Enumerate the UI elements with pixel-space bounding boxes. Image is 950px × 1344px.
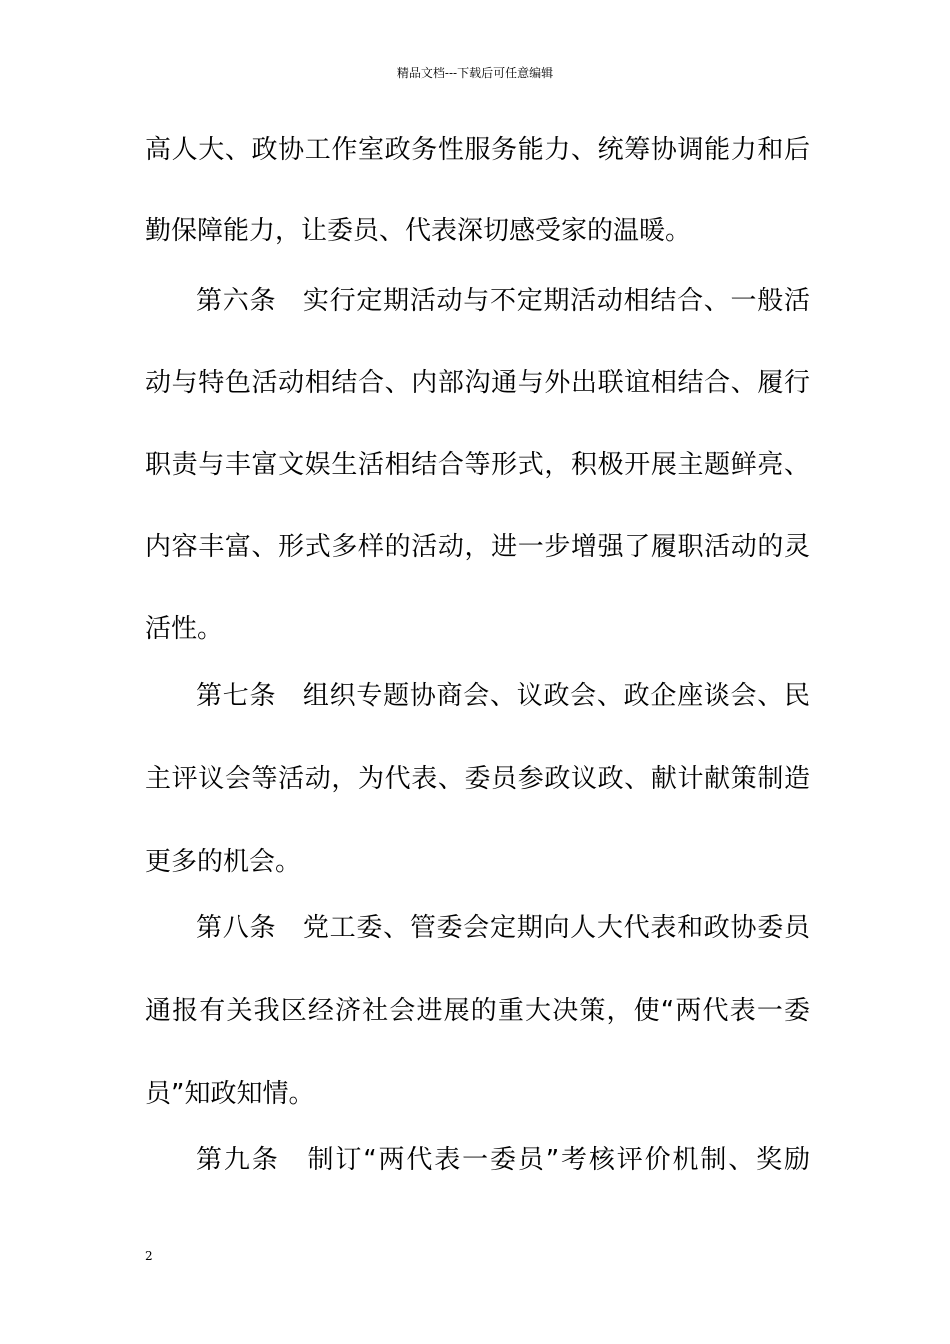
page-header: 精品文档---下载后可任意编辑: [396, 66, 554, 80]
paragraph-article-7: 第七条 组织专题协商会、议政会、政企座谈会、民: [196, 681, 810, 711]
body-line: 主评议会等活动，为代表、委员参政议政、献计献策制造: [145, 764, 810, 794]
page-number: 2: [145, 1249, 153, 1263]
body-line: 内容丰富、形式多样的活动，进一步增强了履职活动的灵: [145, 532, 810, 562]
body-line: 职责与丰富文娱生活相结合等形式，积极开展主题鲜亮、: [145, 450, 810, 480]
body-line: 高人大、政协工作室政务性服务能力、统筹协调能力和后: [145, 135, 810, 165]
paragraph-article-8: 第八条 党工委、管委会定期向人大代表和政协委员: [196, 913, 810, 943]
body-line: 动与特色活动相结合、内部沟通与外出联谊相结合、履行: [145, 368, 810, 398]
paragraph-article-6: 第六条 实行定期活动与不定期活动相结合、一般活: [196, 286, 810, 316]
body-line: 更多的机会。: [145, 847, 302, 877]
body-line: 活性。: [145, 614, 224, 644]
body-line: 员”知政知情。: [145, 1079, 315, 1109]
body-line: 通报有关我区经济社会进展的重大决策，使“两代表一委: [145, 996, 810, 1026]
paragraph-article-9: 第九条 制订“两代表一委员”考核评价机制、奖励: [196, 1145, 810, 1175]
body-line: 勤保障能力，让委员、代表深切感受家的温暖。: [145, 216, 692, 246]
